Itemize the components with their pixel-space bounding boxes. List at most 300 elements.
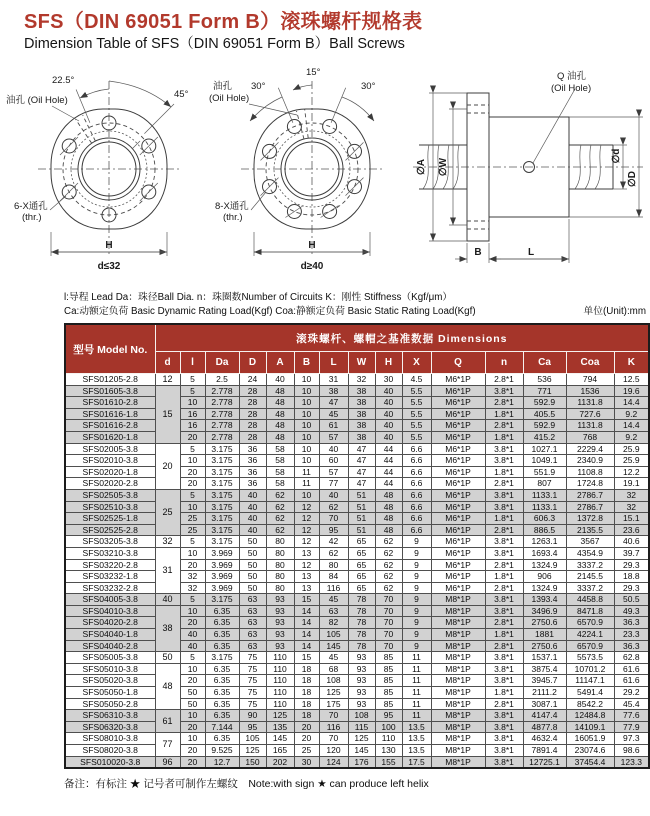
model-cell: SFS01616-1.8 [65, 408, 155, 420]
cell-X: 5.5 [402, 408, 431, 420]
cell-K: 40.6 [614, 536, 649, 548]
cell-A: 93 [266, 605, 294, 617]
d-group-cell: 61 [155, 710, 180, 733]
cell-B: 12 [294, 559, 319, 571]
cell-A: 110 [266, 663, 294, 675]
cell-H: 40 [375, 385, 402, 397]
cell-l: 5 [180, 385, 205, 397]
cell-A: 48 [266, 431, 294, 443]
cell-Da: 3.175 [205, 443, 239, 455]
model-cell: SFS02020-2.8 [65, 478, 155, 490]
cell-Q: M6*1P [431, 582, 485, 594]
cell-D: 150 [239, 756, 266, 768]
cell-H: 62 [375, 582, 402, 594]
angle-15-label: 15° [305, 67, 320, 78]
cell-Da: 6.35 [205, 640, 239, 652]
cell-Da: 3.175 [205, 455, 239, 467]
cell-Q: M8*1P [431, 710, 485, 722]
q-oil-hole-label-en: (Oil Hole) [551, 83, 592, 94]
cell-n: 1.8*1 [485, 431, 523, 443]
cell-W: 145 [348, 745, 375, 757]
cell-Q: M6*1P [431, 443, 485, 455]
cell-Q: M6*1P [431, 431, 485, 443]
cell-W: 38 [348, 385, 375, 397]
cell-Q: M8*1P [431, 745, 485, 757]
cell-Ca: 2111.2 [523, 687, 566, 699]
cell-l: 25 [180, 513, 205, 525]
cell-L: 108 [319, 675, 348, 687]
cell-W: 47 [348, 478, 375, 490]
cell-Coa: 4354.9 [566, 547, 614, 559]
table-row [65, 524, 649, 536]
col-header-H: H [375, 352, 402, 374]
table-row [65, 745, 649, 757]
cell-B: 10 [294, 397, 319, 409]
cell-Coa: 37454.4 [566, 756, 614, 768]
cell-Coa: 4458.8 [566, 594, 614, 606]
unit-label: 单位(Unit):mm [583, 306, 646, 317]
cell-W: 38 [348, 397, 375, 409]
cell-Coa: 2786.7 [566, 489, 614, 501]
model-cell: SFS03232-2.8 [65, 582, 155, 594]
model-cell: SFS05050-1.8 [65, 687, 155, 699]
cell-L: 62 [319, 501, 348, 513]
table-row [65, 571, 649, 583]
cell-D: 28 [239, 420, 266, 432]
cell-L: 116 [319, 721, 348, 733]
cell-W: 78 [348, 640, 375, 652]
cell-X: 9 [402, 571, 431, 583]
cell-X: 5.5 [402, 431, 431, 443]
cell-A: 48 [266, 408, 294, 420]
cell-Q: M8*1P [431, 629, 485, 641]
cell-L: 145 [319, 640, 348, 652]
model-cell: SFS04010-3.8 [65, 605, 155, 617]
cell-K: 49.3 [614, 605, 649, 617]
page-subtitle: Dimension Table of SFS（DIN 69051 Form B）Ball Screws [24, 36, 405, 52]
model-cell: SFS01620-1.8 [65, 431, 155, 443]
cell-X: 13.5 [402, 721, 431, 733]
cell-X: 9 [402, 605, 431, 617]
cell-K: 62.8 [614, 652, 649, 664]
table-row [65, 455, 649, 467]
cell-B: 18 [294, 710, 319, 722]
angle-45-label: 45° [174, 89, 189, 100]
model-cell: SFS02010-3.8 [65, 455, 155, 467]
model-cell: SFS02020-1.8 [65, 466, 155, 478]
cell-Coa: 727.6 [566, 408, 614, 420]
cell-H: 70 [375, 629, 402, 641]
model-cell: SFS02525-2.8 [65, 524, 155, 536]
cell-l: 20 [180, 431, 205, 443]
cell-K: 32 [614, 489, 649, 501]
cell-D: 63 [239, 605, 266, 617]
cell-X: 9 [402, 617, 431, 629]
table-row [65, 756, 649, 768]
cell-Da: 2.778 [205, 408, 239, 420]
cell-Da: 9.525 [205, 745, 239, 757]
cell-Coa: 23074.6 [566, 745, 614, 757]
cell-l: 5 [180, 594, 205, 606]
cell-Ca: 3496.9 [523, 605, 566, 617]
cell-Da: 3.969 [205, 582, 239, 594]
cell-W: 93 [348, 675, 375, 687]
h-dim-label: H [307, 240, 316, 251]
cell-B: 12 [294, 524, 319, 536]
cell-Da: 2.778 [205, 385, 239, 397]
cell-l: 32 [180, 582, 205, 594]
cell-l: 20 [180, 675, 205, 687]
cell-n: 3.8*1 [485, 733, 523, 745]
cell-Ca: 1393.4 [523, 594, 566, 606]
cell-A: 48 [266, 385, 294, 397]
cell-L: 77 [319, 478, 348, 490]
d-group-cell: 50 [155, 652, 180, 664]
model-cell: SFS01616-2.8 [65, 420, 155, 432]
cell-Q: M6*1P [431, 478, 485, 490]
d-group-cell: 15 [155, 385, 180, 443]
model-cell: SFS01205-2.8 [65, 374, 155, 386]
cell-Da: 6.35 [205, 629, 239, 641]
cell-X: 9 [402, 536, 431, 548]
cell-B: 14 [294, 605, 319, 617]
cell-n: 3.8*1 [485, 745, 523, 757]
cell-Ca: 1881 [523, 629, 566, 641]
cell-W: 65 [348, 536, 375, 548]
cell-B: 18 [294, 675, 319, 687]
cell-K: 9.2 [614, 431, 649, 443]
cell-H: 44 [375, 478, 402, 490]
cell-K: 14.4 [614, 420, 649, 432]
cell-W: 51 [348, 489, 375, 501]
table-row [65, 675, 649, 687]
cell-n: 3.8*1 [485, 501, 523, 513]
cell-l: 10 [180, 501, 205, 513]
cell-Coa: 2229.4 [566, 443, 614, 455]
cell-D: 50 [239, 536, 266, 548]
cell-B: 13 [294, 582, 319, 594]
spec-table [64, 323, 650, 769]
cell-L: 31 [319, 374, 348, 386]
dia-w-label: ∅W [438, 157, 449, 177]
table-row [65, 617, 649, 629]
col-header-Ca: Ca [523, 352, 566, 374]
cell-l: 20 [180, 559, 205, 571]
cell-Da: 3.969 [205, 559, 239, 571]
cell-Ca: 906 [523, 571, 566, 583]
cell-Da: 3.175 [205, 652, 239, 664]
cell-Coa: 14109.1 [566, 721, 614, 733]
d-group-cell: 20 [155, 443, 180, 489]
cell-W: 65 [348, 582, 375, 594]
model-cell: SFS02510-3.8 [65, 501, 155, 513]
cell-Ca: 2750.6 [523, 617, 566, 629]
d-group-cell: 25 [155, 489, 180, 535]
cell-Ca: 4877.8 [523, 721, 566, 733]
cell-A: 110 [266, 652, 294, 664]
cell-H: 40 [375, 408, 402, 420]
cell-Q: M8*1P [431, 687, 485, 699]
thru-holes-label: 6-X通孔 [14, 201, 48, 212]
cell-Q: M6*1P [431, 408, 485, 420]
col-header-W: W [348, 352, 375, 374]
cell-Ca: 551.9 [523, 466, 566, 478]
cell-L: 45 [319, 594, 348, 606]
cell-D: 90 [239, 710, 266, 722]
cell-Ca: 886.5 [523, 524, 566, 536]
cell-n: 2.8*1 [485, 478, 523, 490]
cell-Coa: 4224.1 [566, 629, 614, 641]
cell-Da: 3.175 [205, 513, 239, 525]
cell-B: 14 [294, 617, 319, 629]
cell-K: 50.5 [614, 594, 649, 606]
cell-D: 125 [239, 745, 266, 757]
cell-D: 63 [239, 617, 266, 629]
cell-n: 3.8*1 [485, 489, 523, 501]
cell-Ca: 7891.4 [523, 745, 566, 757]
model-cell: SFS01610-2.8 [65, 397, 155, 409]
model-cell: SFS06320-3.8 [65, 721, 155, 733]
cell-W: 32 [348, 374, 375, 386]
cell-X: 11 [402, 698, 431, 710]
cell-W: 65 [348, 571, 375, 583]
cell-Coa: 1131.8 [566, 420, 614, 432]
cell-D: 63 [239, 629, 266, 641]
cell-B: 18 [294, 698, 319, 710]
cell-n: 3.8*1 [485, 652, 523, 664]
cell-n: 2.8*1 [485, 397, 523, 409]
cell-n: 3.8*1 [485, 675, 523, 687]
b-dimension [455, 243, 501, 263]
model-cell: SFS05050-2.8 [65, 698, 155, 710]
cell-K: 61.6 [614, 675, 649, 687]
cell-W: 38 [348, 420, 375, 432]
cell-A: 93 [266, 640, 294, 652]
cell-H: 100 [375, 721, 402, 733]
cell-L: 80 [319, 559, 348, 571]
cell-l: 10 [180, 663, 205, 675]
cell-Coa: 2135.5 [566, 524, 614, 536]
cell-D: 28 [239, 408, 266, 420]
cell-Ca: 12725.1 [523, 756, 566, 768]
cell-X: 9 [402, 629, 431, 641]
model-cell: SFS03210-3.8 [65, 547, 155, 559]
cell-n: 3.8*1 [485, 594, 523, 606]
dia-d-small-label: ∅d [611, 148, 622, 164]
table-row [65, 397, 649, 409]
cell-H: 85 [375, 663, 402, 675]
l-dim-label: L [527, 247, 535, 258]
cell-B: 14 [294, 640, 319, 652]
cell-X: 5.5 [402, 397, 431, 409]
cell-W: 47 [348, 466, 375, 478]
cell-H: 62 [375, 571, 402, 583]
cell-K: 29.3 [614, 582, 649, 594]
cell-Coa: 5573.5 [566, 652, 614, 664]
b-dim-label: B [474, 247, 482, 258]
cell-n: 3.8*1 [485, 605, 523, 617]
cell-H: 70 [375, 617, 402, 629]
table-row [65, 559, 649, 571]
dimensions-group-header: 滚珠螺杆、螺帽之基准数据 Dimensions [155, 324, 649, 352]
cell-Q: M6*1P [431, 489, 485, 501]
cell-Q: M6*1P [431, 455, 485, 467]
cell-l: 25 [180, 524, 205, 536]
cell-Coa: 8471.8 [566, 605, 614, 617]
table-row [65, 629, 649, 641]
cell-L: 105 [319, 629, 348, 641]
cell-X: 11 [402, 652, 431, 664]
cell-X: 6.6 [402, 524, 431, 536]
h-dim-label: H [105, 240, 113, 251]
spec-table-body [65, 374, 649, 769]
cell-X: 13.5 [402, 745, 431, 757]
cell-X: 17.5 [402, 756, 431, 768]
cell-l: 10 [180, 397, 205, 409]
cell-K: 77.9 [614, 721, 649, 733]
d-group-cell: 48 [155, 663, 180, 709]
cell-Q: M8*1P [431, 652, 485, 664]
cell-W: 125 [348, 733, 375, 745]
cell-l: 10 [180, 455, 205, 467]
cell-l: 20 [180, 466, 205, 478]
col-header-X: X [402, 352, 431, 374]
cell-H: 85 [375, 675, 402, 687]
cell-Q: M6*1P [431, 466, 485, 478]
cell-Q: M8*1P [431, 698, 485, 710]
cell-L: 175 [319, 698, 348, 710]
cell-K: 19.6 [614, 385, 649, 397]
cell-W: 93 [348, 687, 375, 699]
cell-B: 25 [294, 745, 319, 757]
cell-A: 80 [266, 571, 294, 583]
cell-D: 50 [239, 582, 266, 594]
cell-Da: 3.175 [205, 478, 239, 490]
cell-l: 40 [180, 629, 205, 641]
model-cell: SFS03220-2.8 [65, 559, 155, 571]
model-cell: SFS05010-3.8 [65, 663, 155, 675]
col-header-Da: Da [205, 352, 239, 374]
cell-A: 48 [266, 420, 294, 432]
table-row [65, 385, 649, 397]
table-row [65, 431, 649, 443]
col-header-K: K [614, 352, 649, 374]
cell-n: 3.8*1 [485, 721, 523, 733]
cell-Q: M6*1P [431, 547, 485, 559]
model-cell: SFS010020-3.8 [65, 756, 155, 768]
cell-X: 11 [402, 663, 431, 675]
cell-H: 44 [375, 443, 402, 455]
table-row [65, 547, 649, 559]
cell-l: 40 [180, 640, 205, 652]
cell-L: 84 [319, 571, 348, 583]
cell-X: 11 [402, 687, 431, 699]
cell-Coa: 794 [566, 374, 614, 386]
cell-H: 48 [375, 513, 402, 525]
cell-Q: M6*1P [431, 513, 485, 525]
table-row [65, 640, 649, 652]
table-row [65, 594, 649, 606]
cell-K: 36.3 [614, 640, 649, 652]
cell-D: 95 [239, 721, 266, 733]
cell-H: 85 [375, 652, 402, 664]
cell-Da: 3.175 [205, 501, 239, 513]
cell-Da: 6.35 [205, 663, 239, 675]
cell-A: 62 [266, 489, 294, 501]
d-group-cell: 32 [155, 536, 180, 548]
cell-n: 3.8*1 [485, 710, 523, 722]
cell-W: 78 [348, 629, 375, 641]
cell-Ca: 771 [523, 385, 566, 397]
cell-L: 120 [319, 745, 348, 757]
cell-Ca: 3875.4 [523, 663, 566, 675]
cell-Q: M6*1P [431, 374, 485, 386]
cell-B: 10 [294, 385, 319, 397]
cell-K: 32 [614, 501, 649, 513]
cell-D: 50 [239, 571, 266, 583]
legend-line1: l:导程 Lead Da：珠径Ball Dia. n：珠圈数Number of Circuits K：刚性 Stiffness（Kgf/μm） [64, 292, 453, 303]
cell-Ca: 1324.9 [523, 559, 566, 571]
front-view-8-hole-diagram [209, 59, 409, 283]
table-row [65, 408, 649, 420]
cell-X: 6.6 [402, 501, 431, 513]
cell-n: 1.8*1 [485, 408, 523, 420]
cell-Da: 2.778 [205, 420, 239, 432]
cell-Da: 3.969 [205, 547, 239, 559]
cell-W: 176 [348, 756, 375, 768]
cell-l: 16 [180, 420, 205, 432]
cell-n: 1.8*1 [485, 513, 523, 525]
cell-Ca: 415.2 [523, 431, 566, 443]
cell-A: 202 [266, 756, 294, 768]
cell-Q: M6*1P [431, 385, 485, 397]
cell-Coa: 16051.9 [566, 733, 614, 745]
table-row [65, 501, 649, 513]
cell-B: 14 [294, 629, 319, 641]
cell-l: 5 [180, 489, 205, 501]
col-header-d: d [155, 352, 180, 374]
cell-l: 32 [180, 571, 205, 583]
cell-X: 6.6 [402, 466, 431, 478]
cell-Ca: 3945.7 [523, 675, 566, 687]
cell-D: 63 [239, 594, 266, 606]
model-cell: SFS03232-1.8 [65, 571, 155, 583]
cell-L: 38 [319, 385, 348, 397]
cell-A: 58 [266, 455, 294, 467]
cell-L: 40 [319, 443, 348, 455]
cell-A: 110 [266, 698, 294, 710]
col-header-D: D [239, 352, 266, 374]
cell-D: 24 [239, 374, 266, 386]
shaft-condition-label: d≤32 [97, 261, 121, 272]
cell-H: 85 [375, 687, 402, 699]
cell-K: 61.6 [614, 663, 649, 675]
cell-W: 115 [348, 721, 375, 733]
d-group-cell: 12 [155, 374, 180, 386]
cell-Da: 3.175 [205, 536, 239, 548]
cell-n: 3.8*1 [485, 536, 523, 548]
cell-B: 10 [294, 455, 319, 467]
d-group-cell: 38 [155, 605, 180, 651]
cell-L: 47 [319, 397, 348, 409]
cell-B: 10 [294, 489, 319, 501]
cell-Ca: 592.9 [523, 397, 566, 409]
cell-K: 18.8 [614, 571, 649, 583]
table-row [65, 443, 649, 455]
cell-L: 125 [319, 687, 348, 699]
cell-Ca: 1133.1 [523, 489, 566, 501]
cell-Coa: 1372.8 [566, 513, 614, 525]
